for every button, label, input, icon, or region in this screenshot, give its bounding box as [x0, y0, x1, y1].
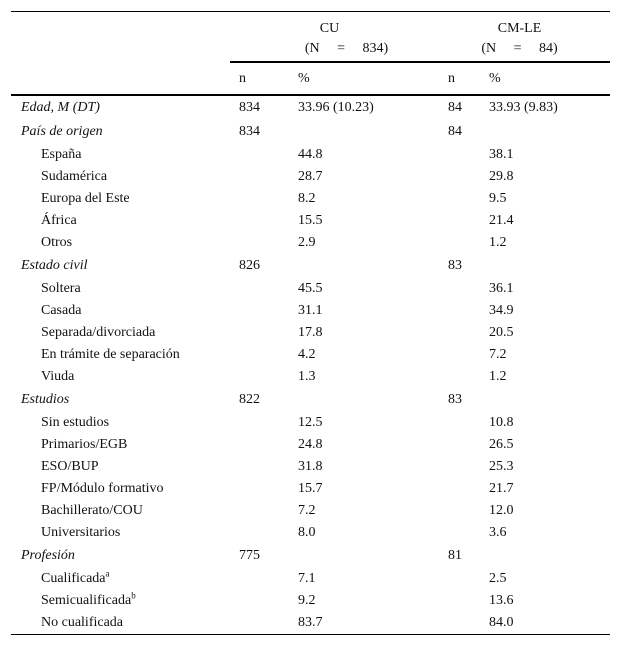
subheader-n-cu: n: [230, 62, 298, 95]
row-cu-n: [230, 210, 298, 232]
table-row: [11, 344, 610, 366]
row-label: [11, 144, 230, 166]
subheader-row: [11, 62, 610, 95]
group-n-value: 84): [539, 40, 558, 56]
row-cu-pct: 2.9: [298, 235, 316, 250]
row-cu-pct: 15.7: [298, 481, 323, 496]
section-label: País de origen: [21, 124, 103, 139]
row-label-text: África: [41, 213, 77, 228]
row-cu-n: [230, 144, 298, 166]
row-label: [11, 322, 230, 344]
row-cm-n: [429, 612, 489, 635]
row-label: [11, 232, 230, 254]
row-cm-n: [429, 232, 489, 254]
row-cu-n: [230, 412, 298, 434]
empty-subheader-cell: [11, 62, 230, 95]
row-label: [11, 590, 230, 612]
section-cm-n: 83: [448, 392, 463, 407]
row-cm-pct: 13.6: [489, 593, 514, 608]
row-label-text: Semicualificada: [41, 593, 132, 608]
section-cu-pct: [298, 120, 429, 144]
row-cu-n: [230, 300, 298, 322]
table-row: [11, 612, 610, 635]
table-row: [11, 166, 610, 188]
row-cu-n: [230, 344, 298, 366]
row-label: [11, 210, 230, 232]
row-cu-pct: 31.1: [298, 303, 323, 318]
row-label: [11, 278, 230, 300]
row-label-text: Separada/divorciada: [41, 325, 156, 340]
table-row: [11, 300, 610, 322]
row-label: [11, 166, 230, 188]
row-label-text: FP/Módulo formativo: [41, 481, 164, 496]
section-row: [11, 254, 610, 278]
row-cu-n: [230, 322, 298, 344]
table-row: [11, 590, 610, 612]
group-n-value: 834): [362, 40, 389, 56]
row-cm-pct: 9.5: [489, 191, 507, 206]
row-cu-pct: 45.5: [298, 281, 323, 296]
section-cm-pct: [489, 388, 610, 412]
row-cu-pct: 17.8: [298, 325, 323, 340]
row-cm-pct: 1.2: [489, 235, 507, 250]
row-label: [11, 522, 230, 544]
table-row: [11, 232, 610, 254]
table-row: [11, 210, 610, 232]
row-label-text: Otros: [41, 235, 73, 250]
section-row: [11, 388, 610, 412]
table-row: [11, 434, 610, 456]
group-name-cu: CU: [319, 20, 340, 36]
table-row: [11, 522, 610, 544]
row-cm-n: [429, 434, 489, 456]
group-n-eq: =: [337, 40, 346, 56]
row-cm-pct: 21.7: [489, 481, 514, 496]
row-label-text: Sin estudios: [41, 415, 110, 430]
section-cu-n: 822: [239, 392, 260, 407]
row-cu-n: [230, 366, 298, 388]
section-cm-pct: 33.93 (9.83): [489, 100, 558, 115]
row-label-text: España: [41, 147, 82, 162]
section-row: [11, 544, 610, 568]
row-cu-pct: 28.7: [298, 169, 323, 184]
section-label: Edad, M (DT): [21, 100, 100, 115]
section-label: Estado civil: [21, 258, 88, 273]
row-cm-pct: 12.0: [489, 503, 514, 518]
row-cm-n: [429, 188, 489, 210]
row-cm-n: [429, 568, 489, 590]
row-cu-n: [230, 434, 298, 456]
table-row: [11, 322, 610, 344]
row-cu-pct: 44.8: [298, 147, 323, 162]
section-cm-n: 84: [448, 124, 463, 139]
row-cu-pct: 7.2: [298, 503, 316, 518]
row-cm-pct: 34.9: [489, 303, 514, 318]
row-cm-pct: 84.0: [489, 612, 610, 635]
row-cm-n: [429, 344, 489, 366]
group-n-prefix: (N: [481, 40, 497, 56]
row-cu-pct: 15.5: [298, 213, 323, 228]
row-label: [11, 412, 230, 434]
row-label-text: ESO/BUP: [41, 459, 99, 474]
row-cu-pct: 31.8: [298, 459, 323, 474]
section-cm-pct: [489, 120, 610, 144]
row-cu-pct: 8.2: [298, 191, 316, 206]
row-label-text: Europa del Este: [41, 191, 130, 206]
row-cm-pct: 2.5: [489, 571, 507, 586]
row-cm-n: [429, 366, 489, 388]
row-label-text: Universitarios: [41, 525, 121, 540]
row-cm-pct: 1.2: [489, 369, 507, 384]
section-cm-n: 81: [448, 548, 463, 563]
row-cm-n: [429, 210, 489, 232]
group-header-cm: [429, 12, 610, 63]
row-cu-pct: 4.2: [298, 347, 316, 362]
table-row: [11, 188, 610, 210]
row-cm-pct: 21.4: [489, 213, 514, 228]
group-name-cm: CM-LE: [497, 20, 542, 36]
row-label: [11, 456, 230, 478]
row-cu-n: [230, 500, 298, 522]
row-cm-n: [429, 300, 489, 322]
row-cu-n: [230, 522, 298, 544]
table-row: [11, 366, 610, 388]
section-label: Profesión: [21, 548, 75, 563]
section-label: Estudios: [21, 392, 70, 407]
row-cm-n: [429, 144, 489, 166]
section-cm-n: 83: [448, 258, 463, 273]
section-cm-n: 84: [448, 100, 463, 115]
row-cu-pct: 8.0: [298, 525, 316, 540]
row-cm-n: [429, 590, 489, 612]
row-label-text: Soltera: [41, 281, 81, 296]
row-cu-pct: 1.3: [298, 369, 316, 384]
section-cu-n: 834: [239, 100, 260, 115]
row-cu-n: [230, 166, 298, 188]
section-cu-n: 834: [239, 124, 260, 139]
row-label: [11, 478, 230, 500]
table-row: [11, 278, 610, 300]
row-cu-pct: 24.8: [298, 437, 323, 452]
row-cm-pct: 25.3: [489, 459, 514, 474]
row-label: [11, 344, 230, 366]
row-cm-pct: 20.5: [489, 325, 514, 340]
table-row: [11, 568, 610, 590]
table-body: [11, 95, 610, 635]
section-cm-pct: [489, 254, 610, 278]
section-cu-pct: 33.96 (10.23): [298, 100, 374, 115]
row-label: [11, 568, 230, 590]
demographics-table: [11, 11, 610, 635]
row-cu-n: [230, 590, 298, 612]
footnote-marker: a: [105, 568, 110, 579]
row-label-text: No cualificada: [41, 615, 124, 630]
row-cm-pct: 36.1: [489, 281, 514, 296]
group-n-eq: =: [513, 40, 522, 56]
subheader-pct-cu: %: [298, 62, 429, 95]
row-cm-pct: 38.1: [489, 147, 514, 162]
row-label-text: Sudamérica: [41, 169, 108, 184]
row-cm-pct: 10.8: [489, 415, 514, 430]
row-cm-n: [429, 412, 489, 434]
section-cm-pct: [489, 544, 610, 568]
section-row: [11, 95, 610, 120]
row-cm-n: [429, 322, 489, 344]
empty-header-cell: [11, 12, 230, 63]
row-cm-pct: 29.8: [489, 169, 514, 184]
group-n-cu: [230, 39, 429, 59]
row-label-text: En trámite de separación: [41, 347, 180, 362]
row-label-text: Bachillerato/COU: [41, 503, 143, 518]
row-cu-pct: 83.7: [298, 612, 429, 635]
row-cu-n: [230, 478, 298, 500]
section-row: [11, 120, 610, 144]
row-cm-n: [429, 278, 489, 300]
row-label: [11, 500, 230, 522]
table-row: [11, 478, 610, 500]
row-label-text: Casada: [41, 303, 82, 318]
row-cu-pct: 9.2: [298, 593, 316, 608]
row-label: [11, 188, 230, 210]
subheader-pct-cm: %: [489, 62, 610, 95]
section-cu-pct: [298, 254, 429, 278]
table-row: [11, 144, 610, 166]
footnote-marker: b: [131, 590, 136, 601]
row-label-text: Viuda: [41, 369, 75, 384]
section-cu-pct: [298, 544, 429, 568]
table-row: [11, 412, 610, 434]
row-cm-n: [429, 166, 489, 188]
group-n-prefix: (N: [304, 40, 320, 56]
row-label: [11, 612, 230, 635]
subheader-n-cm: n: [429, 62, 489, 95]
row-cu-n: [230, 188, 298, 210]
row-cu-n: [230, 568, 298, 590]
section-cu-n: 826: [239, 258, 260, 273]
demographics-table-container: [11, 11, 610, 635]
section-cu-pct: [298, 388, 429, 412]
row-cu-n: [230, 456, 298, 478]
row-cm-pct: 3.6: [489, 525, 507, 540]
row-cu-n: [230, 612, 298, 635]
row-label: [11, 366, 230, 388]
row-cu-pct: 7.1: [298, 571, 316, 586]
table-row: [11, 456, 610, 478]
row-cu-pct: 12.5: [298, 415, 323, 430]
row-cm-n: [429, 522, 489, 544]
row-label: [11, 300, 230, 322]
row-cm-n: [429, 478, 489, 500]
row-cm-n: [429, 500, 489, 522]
section-cu-n: 775: [239, 548, 260, 563]
row-label-text: Primarios/EGB: [41, 437, 128, 452]
row-cu-n: [230, 232, 298, 254]
table-row: [11, 500, 610, 522]
row-cm-n: [429, 456, 489, 478]
row-cu-n: [230, 278, 298, 300]
group-header-row: [11, 12, 610, 63]
row-label: [11, 434, 230, 456]
row-cm-pct: 7.2: [489, 347, 507, 362]
group-header-cu: [230, 12, 429, 63]
row-cm-pct: 26.5: [489, 437, 514, 452]
group-n-cm: [429, 39, 610, 59]
row-label-text: Cualificada: [41, 571, 106, 586]
